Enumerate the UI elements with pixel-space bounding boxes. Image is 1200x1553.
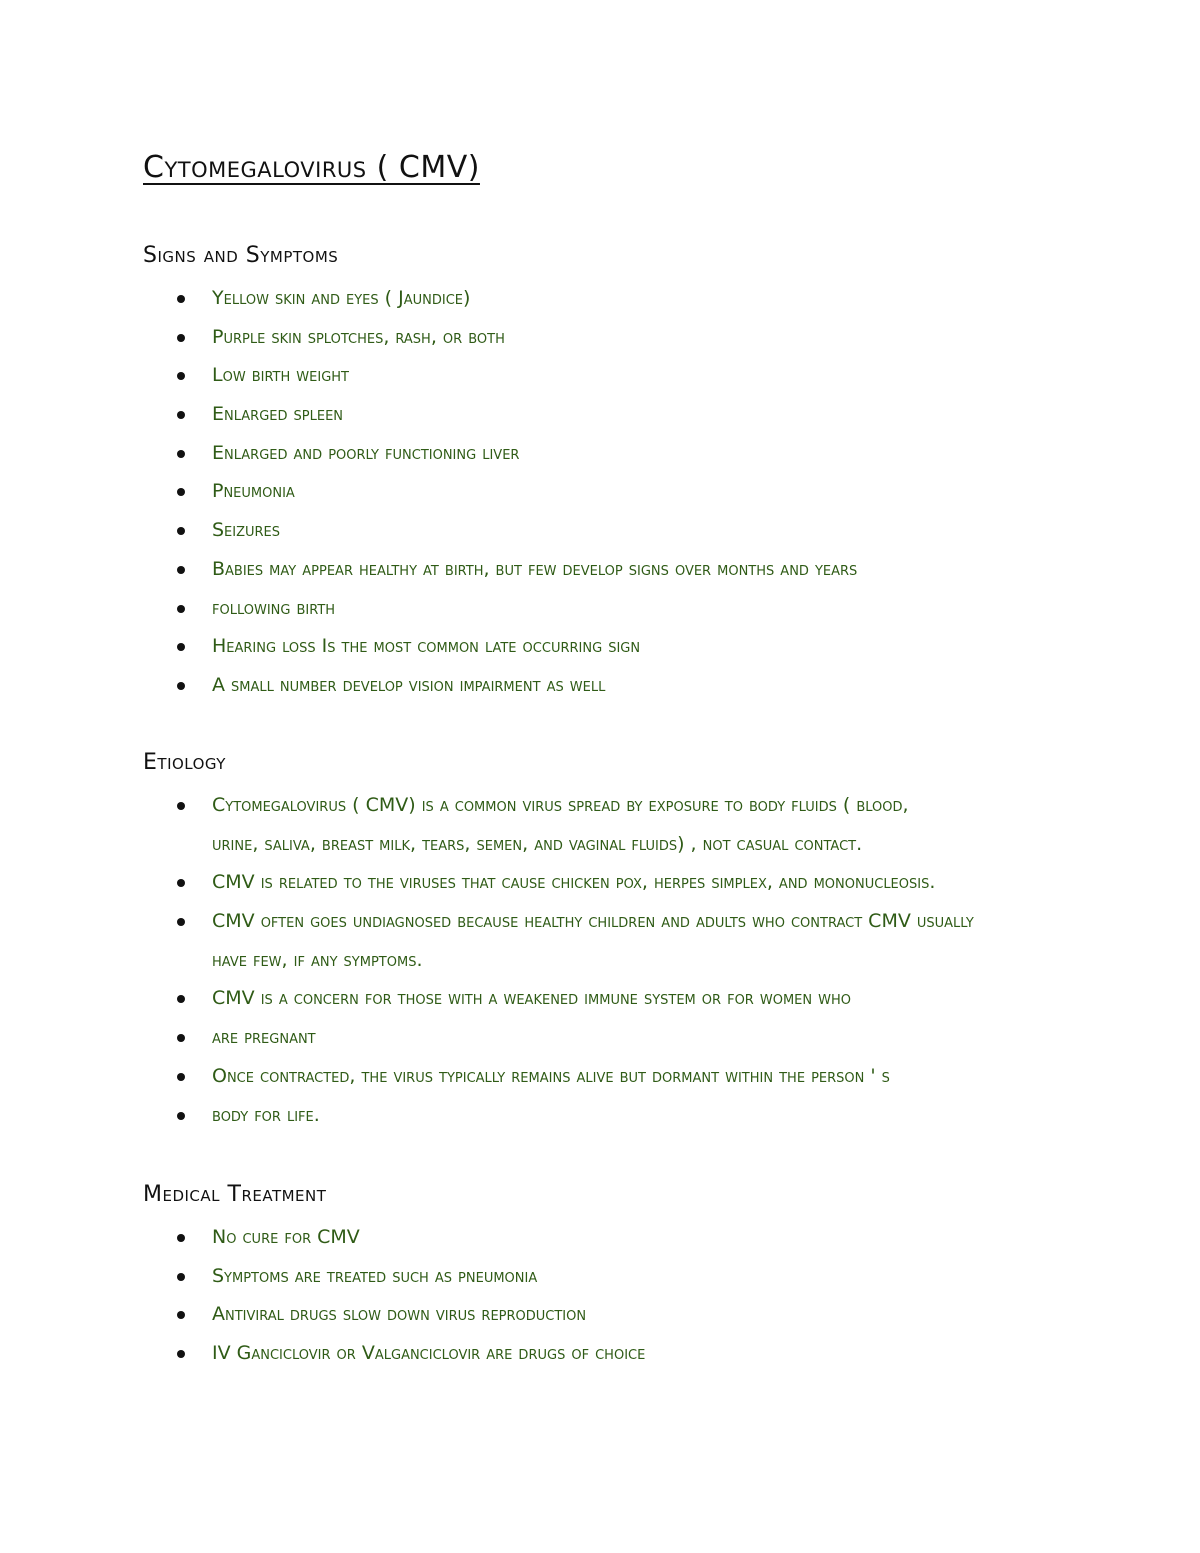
list-item: Cytomegalovirus ( CMV) is a common virus spread by exposure to body fluids ( blood,	[0, 786, 974, 825]
bullet-icon	[177, 1234, 185, 1242]
list-item: CMV often goes undiagnosed because healthy children and adults who contract CMV usually	[0, 902, 974, 941]
bullet-icon	[177, 295, 185, 303]
list-item: Yellow skin and eyes ( Jaundice)	[0, 279, 857, 318]
document-title: Cytomegalovirus ( CMV)	[143, 150, 480, 185]
list-item-continuation: urine, saliva, breast milk, tears, semen, and vaginal fluids) , not casual contact.	[212, 832, 863, 855]
signs-list	[0, 279, 857, 705]
list-item-continuation: have few, if any symptoms.	[212, 948, 423, 971]
list-item: Low birth weight	[0, 356, 857, 395]
bullet-icon	[177, 995, 185, 1003]
bullet-icon	[177, 334, 185, 342]
treatment-list	[0, 1218, 645, 1373]
list-item: are pregnant	[0, 1018, 974, 1057]
treatment-heading: Medical Treatment	[143, 1182, 327, 1207]
bullet-icon	[177, 488, 185, 496]
list-item: Once contracted, the virus typically remains alive but dormant within the person ' s	[0, 1057, 974, 1096]
list-item: CMV is related to the viruses that cause chicken pox, herpes simplex, and mononucleosis.	[0, 863, 974, 902]
bullet-icon	[177, 566, 185, 574]
bullet-icon	[177, 527, 185, 535]
list-item: Pneumonia	[0, 472, 857, 511]
etiology-list	[0, 786, 974, 1134]
list-item: No cure for CMV	[0, 1218, 645, 1257]
list-item: Symptoms are treated such as pneumonia	[0, 1257, 645, 1296]
list-item: A small number develop vision impairment as well	[0, 666, 857, 705]
bullet-icon	[177, 802, 185, 810]
list-item: Purple skin splotches, rash, or both	[0, 318, 857, 357]
list-item: Seizures	[0, 511, 857, 550]
list-item: CMV is a concern for those with a weakened immune system or for women who	[0, 979, 974, 1018]
bullet-icon	[177, 605, 185, 613]
etiology-heading: Etiology	[143, 750, 226, 775]
list-item: Enlarged and poorly functioning liver	[0, 434, 857, 473]
bullet-icon	[177, 1073, 185, 1081]
list-item: following birth	[0, 589, 857, 628]
bullet-icon	[177, 918, 185, 926]
bullet-icon	[177, 372, 185, 380]
list-item: IV Ganciclovir or Valganciclovir are drugs of choice	[0, 1334, 645, 1373]
bullet-icon	[177, 450, 185, 458]
bullet-icon	[177, 1034, 185, 1042]
signs-heading: Signs and Symptoms	[143, 243, 339, 268]
bullet-icon	[177, 411, 185, 419]
bullet-icon	[177, 682, 185, 690]
bullet-icon	[177, 1350, 185, 1358]
bullet-icon	[177, 1273, 185, 1281]
list-item: Babies may appear healthy at birth, but few develop signs over months and years	[0, 550, 857, 589]
list-item: body for life.	[0, 1096, 974, 1135]
bullet-icon	[177, 1112, 185, 1120]
list-item: Hearing loss Is the most common late occurring sign	[0, 627, 857, 666]
bullet-icon	[177, 643, 185, 651]
bullet-icon	[177, 879, 185, 887]
bullet-icon	[177, 1311, 185, 1319]
list-item: Enlarged spleen	[0, 395, 857, 434]
list-item: Antiviral drugs slow down virus reproduction	[0, 1295, 645, 1334]
